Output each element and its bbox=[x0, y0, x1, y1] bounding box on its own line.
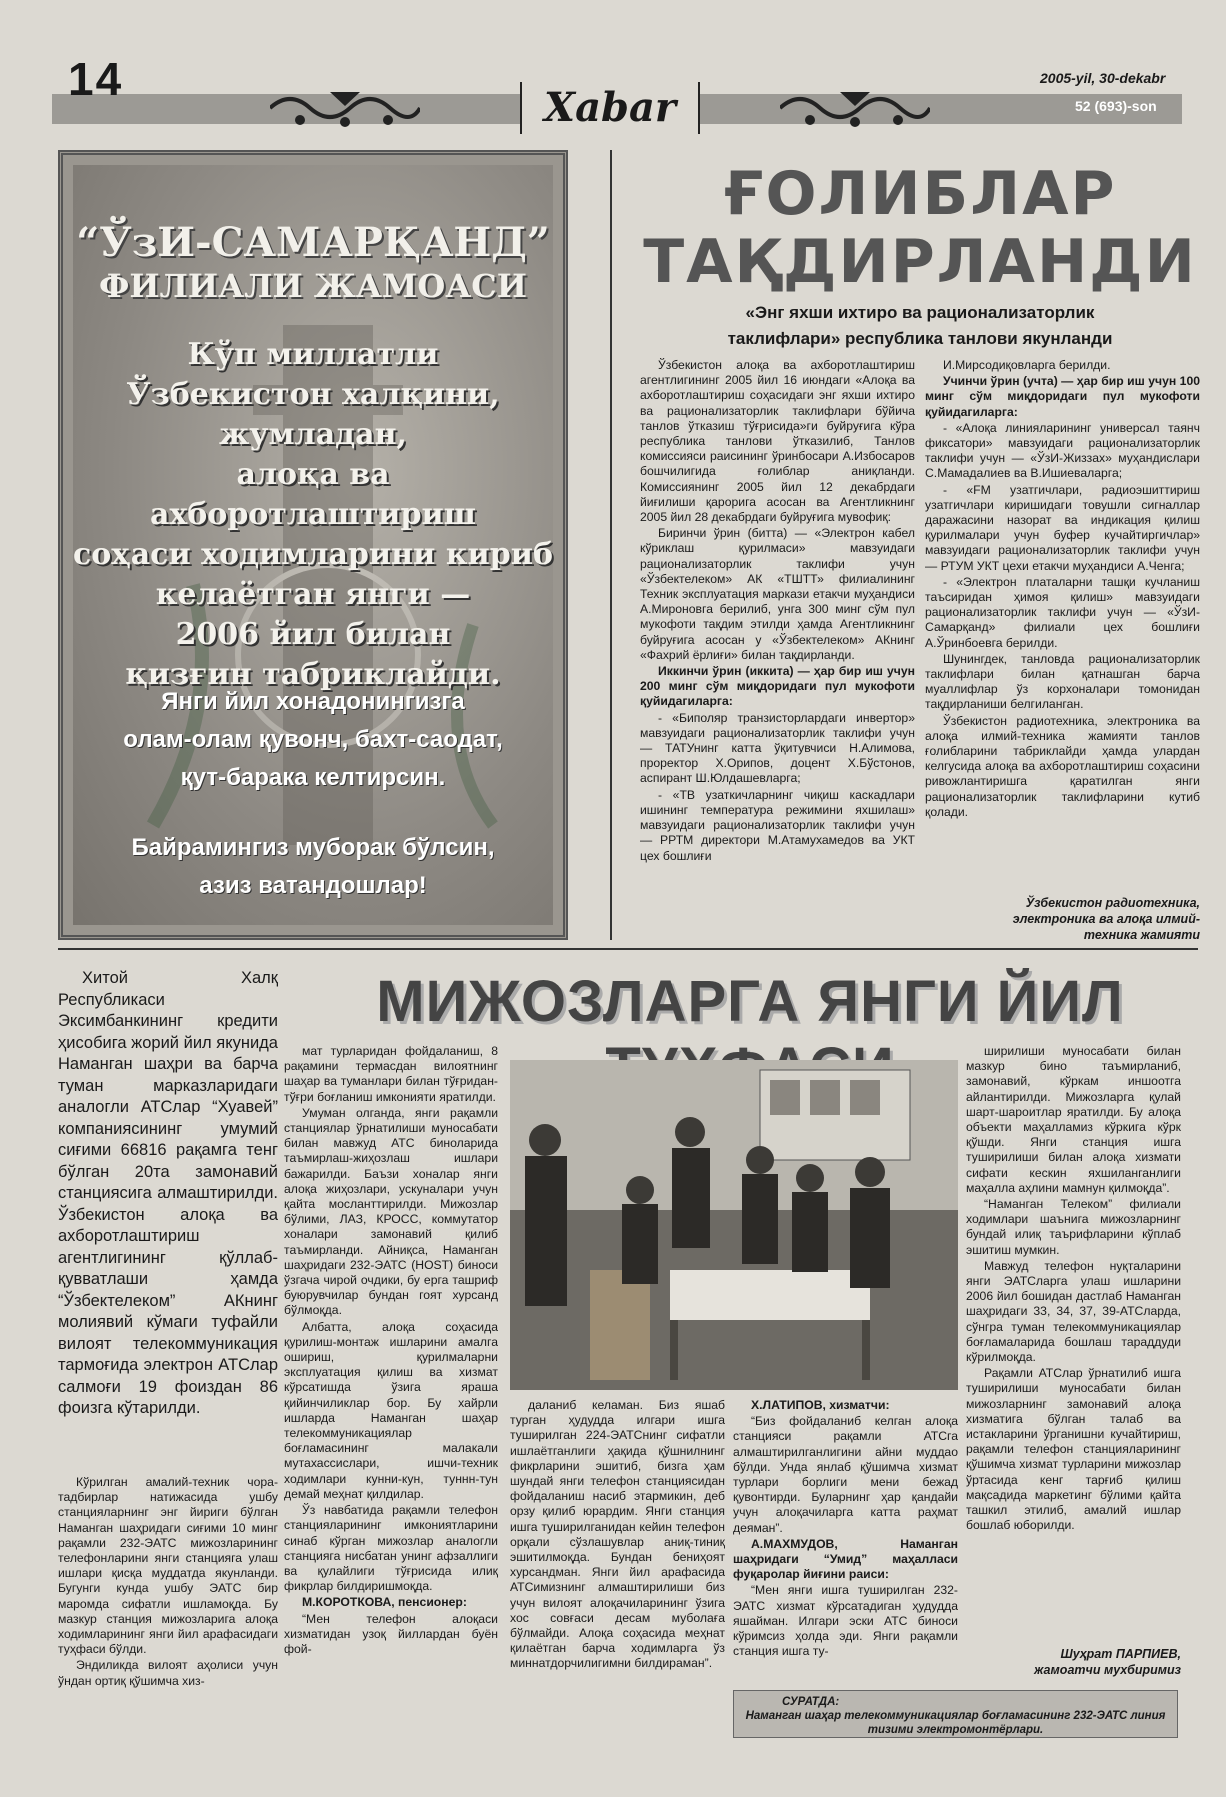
paragraph: Албатта, алоқа соҳасида қурилиш-монтаж ишларини амалга ошириш, қурилмаларни эксплуатация қилиш ва хизмат кўрсатишда ўзига яраша қийинчиликлар бор. Бу хайрли ишларда Наманган шаҳар телекоммуникациялар боғламасининг малакали мутахассислари, ишчи-техник ходимлари кунни-кун, туннн-тун демай меҳнат қилдилар. bbox=[284, 1319, 498, 1501]
paragraph: М.КОРОТКОВА, пенсионер: bbox=[302, 1595, 467, 1610]
article2-column-1 bbox=[58, 1475, 278, 1785]
greeting-box bbox=[58, 150, 568, 940]
paragraph: мат турларидан фойдаланиш, 8 рақамини термасдан вилоятнинг шаҳар ва туманлари билан тўғридан-тўғри боғланиш имконияти яратилди. bbox=[284, 1044, 498, 1104]
paragraph: Х.ЛАТИПОВ, хизматчи: bbox=[751, 1398, 890, 1412]
paragraph: Эндиликда вилоят аҳолиси учун ўндан ортиқ қўшимча хиз- bbox=[58, 1658, 278, 1688]
paragraph: А.МАХМУДОВ, Наманган шаҳридаги “Умид” маҳалласи фуқаролар йиғини раиси: bbox=[733, 1536, 958, 1582]
paragraph: - «FM узатгичлари, радиоэшиттириш узатгичлари киришидаги товушли сигналлар даражасини назорат ва индикация қилиш қурилмалари учун буфер кучайтиргичлар» мавзуидаги рационализаторлик таклифи учун — РТУМ УКТ цехи етакчи муҳандиси А.Ченга; bbox=[925, 482, 1200, 573]
paragraph: - «Биполяр транзисторлардаги инвертор» мавзуидаги рационализаторлик таклифи учун — ТАТУнинг катта ўқитувчиси Н.Алимова, проректор Х.Орипов, доцент Х.Бўстонов, аспирант Ш.Юлдашевларга; bbox=[640, 710, 915, 786]
photo-caption bbox=[733, 1690, 1178, 1738]
caption-text: Наманган шаҳар телекоммуникациялар боғламасининг 232-ЭАТС линия тизими электромонтёрлари. bbox=[745, 1710, 1166, 1736]
photo-workers-illustration bbox=[510, 1060, 958, 1390]
paragraph: Ўзбекистон радиотехника, электроника ва алоқа илмий-техника жамияти танлов ғолибларини табриклайди ҳамда улардан келгусида алоқа ва ахборотлаштириш соҳасини ривожлантиришга қаратилган янги рационализаторлик таклифларини кутиб қолади. bbox=[925, 713, 1200, 819]
article2-headline: МИЖОЗЛАРГА ЯНГИ ЙИЛ bbox=[376, 969, 1124, 1034]
paragraph: ширилиши муносабати билан мазкур бино таъмирланиб, замонавий, кўркам иншоотга айлантирилди. Мижозларга қулай шарт-шароитлар яратилди. Бу алоқа объекти маҳалламиз кўркига кўрк қўшди. Янги станция ишга туширилиши билан алоқа хизмати сифати кескин яхшиланганлиги маҳалла аҳлини мамнун қилмоқда”. bbox=[966, 1044, 1181, 1195]
garland-ornament-right bbox=[780, 86, 930, 130]
greeting-title-line2: ФИЛИАЛИ ЖАМОАСИ bbox=[99, 267, 527, 305]
paragraph: Кўрилган амалий-техник чора-тадбирлар натижасида ушбу станцияларнинг энг йириги бўлган Наманган шаҳридаги сиғими 10 минг рақамли 232-ЭАТС мижозларининг телефонларини янги станцияга улаш ишлари қисқа муддатда якунланди. Бугунги кунда ушбу ЭАТС бир маромда сифатли ишламоқда. Бу мазкур станция мижозларига алоқа ходимларининг янги йил арафасидаги туҳфаси бўлди. bbox=[58, 1475, 278, 1657]
paragraph: “Наманган Телеком” филиали ходимлари шаънига мижозларнинг бундай илиқ таърифларини кўплаб эшитиш мумкин. bbox=[966, 1197, 1181, 1257]
paragraph: Рақамли АТСлар ўрнатилиб ишга туширилиши муносабати билан мижозларнинг замонавий алоқа хизматига бўлган талаб ва истакларини ўрганишни кучайтириш, рақамли телефон станцияларининг қўшимча хизмат турларини мижозлар ўртасида кенг тарғиб қилиш мақсадида маркетинг бўлими қайта ташкил этилиб, амалий ишлар бошлаб юборилди. bbox=[966, 1366, 1181, 1533]
newspaper-logo: Xabar bbox=[520, 82, 700, 134]
caption-label: СУРАТДА: bbox=[782, 1696, 840, 1708]
paragraph: Ўзбекистон алоқа ва ахборотлаштириш агентлигининг 2005 йил 16 июндаги «Алоқа ва ахборотлаштириш соҳасидаги энг яхши ихтиро ва рационализаторлик таклифлари бўйича танлов ўтказиш тўғрисида»ги буйруғига кўра республика танлови ўтказилиб, Танлов комиссияси раисининг ўринбосари А.Избосаров бошчилигида ғолиблар аниқланди. Комиссиянинг 2005 йил 12 декабрдаги йиғилиши қарорига асосан ва Агентликнинг 2005 йил 28 декабрдаги буйруғига мувофиқ: bbox=[640, 358, 915, 525]
article1-signature: Ўзбекистон радиотехника, электроника ва алоқа илмий- техника жамияти bbox=[1012, 896, 1200, 942]
garland-ornament-left bbox=[270, 86, 420, 130]
paragraph: - «Электрон платаларни ташқи кучланиш таъсиридан ҳимоя қилиш» мавзуидаги рационализаторлик таклифи учун — «ЎзИ-Самарқанд» филиали цех бошлиғи А.Ўринбоевга берилди. bbox=[925, 574, 1200, 650]
article2-lead bbox=[58, 968, 278, 1463]
article1-column-1 bbox=[640, 358, 915, 942]
paragraph: - «Алоқа линияларининг универсал таянч фиксатори» мавзуидаги рационализаторлик таклифи учун — «ЎзИ-Жиззах» муҳандислари С.Мамадалиев ва В.Ишиеваларга; bbox=[925, 420, 1200, 481]
greeting-closing: Байрамингиз муборак бўлсин, азиз ватандошлар! bbox=[131, 834, 495, 899]
greeting-background bbox=[73, 165, 553, 925]
paragraph: Учинчи ўрин (учта) — ҳар бир иш учун 100 минг сўм миқдоридаги пул мукофоти қуйидагиларга: bbox=[925, 374, 1200, 419]
article2-lead-text: Хитой Халқ Республикаси Эксимбанкининг кредити ҳисобига жорий йил якунида Наманган шаҳри ва барча туман марказларидаги аналогли АТСлар “Хуавей” компаниясининг умумий сиғими 66816 рақамга тенг бўлган 20та замонавий станциясига алмаштирилди. Ўзбекистон алоқа ва ахборотлаштириш агентлигининг қўллаб-қувватлаши ҳамда “Ўзбектелеком” АКнинг молиявий кўмаги туфайли вилоят телекоммуникация тармоғида электрон АТСлар салмоғи 19 фоиздан 86 фоизга кўтарилди. bbox=[58, 969, 278, 1417]
paragraph: “Биз фойдаланиб келган алоқа станцияси рақамли АТСга алмаштирилганлигини айни муддао бўлди. Унда янлаб қўшимча хизмат турлари борлиги мени бежад қувонтирди. Буларнинг ҳар қандайи учун алоқачиларга катта раҳмат деяман”. bbox=[733, 1414, 958, 1535]
issue-number: 52 (693)-son bbox=[1075, 98, 1157, 114]
paragraph: Умуман олганда, янги рақамли станциялар ўрнатилиши муносабати билан мавжуд АТС биноларида таъмирлаш-жиҳозлаш ишлари бажарилди. Баъзи хоналар янги алоқа жиҳозлари, ускуналари учун қайта мосланттирилди. Мижозлар бўлими, ЛАЗ, КРОСС, коммутатор хоналари замонавий қилиб таъмирланди. Айниқса, Наманган шаҳридаги 232-ЭАТС (HOST) биноси ўзгача чирой очдики, бу ерга ташриф буюрувчилар бундан гоят хурсанд бўлмоқда. bbox=[284, 1105, 498, 1318]
greeting-message: Кўп миллатли Ўзбекистон халқини, жумладан, алоқа ва ахборотлаштириш соҳаси ходимларини кириб келаётган янги — 2006 йил билан қизғин табриклайди. bbox=[73, 337, 553, 692]
paragraph: даланиб келаман. Биз яшаб турган ҳудудда илгари ишга туширилган 224-ЭАТСнинг сифатли ишлаётганлиги ҳақида қўшнилнинг фикрларини эшитиб, бизга ҳам шундай янги телефон станциясидан фойдаланиш насиб этармикин, деб орзу қилиб юрардим. Янги станция ишга туширилганидан кейин телефон орқали сўзлашувлар аниқ-тиниқ эшитилмоқда. Бундан бениҳоят хурсандман. Янги йил арафасида АТСимизнинг алмаштирилиши биз учун вилоят алоқачиларининг ўзига хос совғаси десам муболаға бўлмайди. Алоқа соҳасида меҳнат қилаётган барча ходимларга ўз миннатдорчилигимни билдираман”. bbox=[510, 1398, 725, 1671]
greeting-title-line1: “ЎзИ-САМАРҚАНД” bbox=[76, 219, 550, 266]
paragraph: “Мен янги ишга туширилган 232-ЭАТС хизмат кўрсатадиган ҳудудда яшайман. Илгари эски АТС биноси кўримсиз ҳолда эди. Янги рақамли станция ишга ту- bbox=[733, 1583, 958, 1659]
article1-column-2 bbox=[925, 358, 1200, 898]
section-divider bbox=[58, 948, 1198, 950]
article2-column-5 bbox=[966, 1044, 1181, 1654]
paragraph: Иккинчи ўрин (иккита) — ҳар бир иш учун 200 минг сўм миқдоридаги пул мукофоти қуйидагиларга: bbox=[640, 664, 915, 709]
paragraph: Ўз навбатида рақамли телефон станцияларининг имкониятларини синаб кўрган мижозлар аналогли станцияга нисбатан унинг афзаллиги ва қулайлиги тўғрисида илиқ фикрлар билдиришмоқда. bbox=[284, 1503, 498, 1594]
paragraph: “Мен телефон алоқаси хизматидан узоқ йиллардан буён фой- bbox=[284, 1611, 498, 1656]
article2-signature: Шуҳрат ПАРПИЕВ, жамоатчи мухбиримиз bbox=[1034, 1647, 1181, 1677]
paragraph: Шунингдек, танловда рационализаторлик таклифлари билан қатнашган барча муаллифлар ўз корхоналари томонидан тақдирланиши белгиланган. bbox=[925, 651, 1200, 712]
column-divider bbox=[610, 150, 612, 940]
article2-photo bbox=[510, 1060, 958, 1390]
paragraph: Биринчи ўрин (битта) — «Электрон кабел кўриклаш қурилмаси» мавзуидаги рационализаторлик таклифи учун «Ўзбектелеком» АК «ТШТТ» филиалининг Техник эксплуатация маркази етакчи муҳандиси А.Мироновга берилиб, унга 300 минг сўм пул мукофоти тақдим этилди ҳамда Агентликнинг буйруғига асосан у «Ўзбектелеком» АКнинг «Фахрий ёрлиғи» билан тақдирланди. bbox=[640, 526, 915, 662]
paragraph: Мавжуд телефон нуқталарини янги ЭАТСларга улаш ишларини 2006 йил бошидан дастлаб Наманган шаҳридаги 33, 34, 37, 39-АТСларда, сўнгра туман телекоммуникациялар боғламаларида бошлаш тараддуди кўрилмоқда. bbox=[966, 1258, 1181, 1365]
article2-column-3 bbox=[510, 1398, 725, 1785]
article2-column-2 bbox=[284, 1044, 498, 1785]
greeting-wish: Янги йил хонадонингизга олам-олам қувонч, бахт-саодат, қут-барака келтирсин. bbox=[123, 688, 503, 791]
paragraph: И.Мирсодиқовларга берилди. bbox=[943, 358, 1111, 372]
page-number: 14 bbox=[68, 53, 124, 105]
article1-subheadline: «Энг яхши ихтиро ва рационализаторлик таклифлари» республика танлови якунланди bbox=[727, 303, 1113, 348]
article1-headline: ҒОЛИБЛАР ТАҚДИРЛАНДИ bbox=[643, 159, 1197, 297]
paragraph: - «ТВ узаткичларнинг чиқиш каскадлари ишининг температура режимини яхшилаш» мавзуидаги рационализаторлик таклифи учун — РРТМ директори М.Атамухамедов ва УКТ цех бошлиғи bbox=[640, 787, 915, 863]
article2-column-4 bbox=[733, 1398, 958, 1688]
issue-date: 2005-yil, 30-dekabr bbox=[1040, 70, 1166, 86]
